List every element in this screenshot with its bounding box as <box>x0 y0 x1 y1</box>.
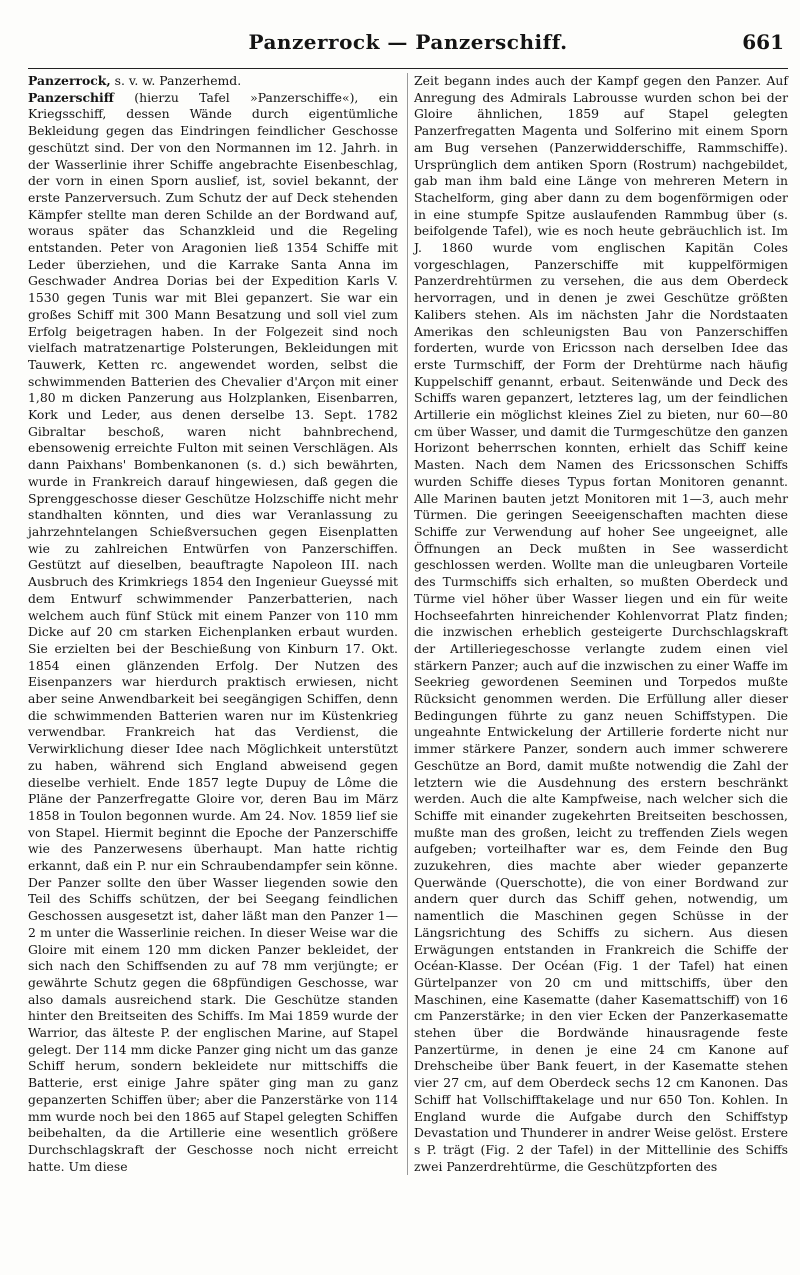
lemma-panzerrock: Panzerrock, <box>28 73 111 88</box>
left-column <box>28 73 408 1175</box>
right-column-text: Zeit begann indes auch der Kampf gegen den Panzer. Auf Anregung des Admirals Labrousse wurden schon bei der Gloire ähnlichen, 1859 auf Stapel gelegten Panzerfregatten Magenta und Solferino mit einem Sporn am Bug versehen (Panzerwidderschiffe, Rammschiffe). Ursprünglich dem antiken Sporn (Rostrum) nachgebildet, gab man ihm bald eine Länge von mehreren Metern in Stachelform, ging aber dann zu dem bogenförmigen oder in eine stumpfe Spitze auslaufenden Rammbug über (s. beifolgende Tafel), wie es noch heute gebräuchlich ist. Im J. 1860 wurde vom englischen Kapitän Coles vorgeschlagen, Panzerschiffe mit kuppelförmigen Panzerdrehtürmen zu versehen, die aus dem Oberdeck hervorragen, und in denen je zwei Geschütze größten Kalibers stehen. Als im nächsten Jahr die Nordstaaten Amerikas den schleunigsten Bau von Panzerschiffen forderten, wurde von Ericsson nach derselben Idee das erste Turmschiff, der Form der Drehtürme nach häufig Kuppelschiff genannt, erbaut. Seitenwände und Deck des Schiffs waren gepanzert, letzteres lag, um der feindlichen Artillerie ein möglichst kleines Ziel zu bieten, nur 60—80 cm über Wasser, und damit die Turmgeschütze den ganzen Horizont beherrschen konnten, erhielt das Schiff keine Masten. Nach dem Namen des Ericssonschen Schiffs wurden Schiffe dieses Typus fortan Monitoren genannt. Alle Marinen bauten jetzt Monitoren mit 1—3, auch mehr Türmen. Die geringen Seeeigenschaften machten diese Schiffe zur Verwendung auf hoher See ungeeignet, alle Öffnungen an Deck mußten in See wasserdicht geschlossen werden. Wollte man die unleugbaren Vorteile des Turmschiffs sich erhalten, so mußten Oberdeck und Türme viel höher über Wasser liegen und ein für weite Hochseefahrten hinreichender Kohlenvorrat Platz finden; die inzwischen erheblich gesteigerte Durchschlagskraft der Artilleriegeschosse verlangte zudem einen viel stärkern Panzer; auch auf die inzwischen zu einer Waffe im Seekrieg gewordenen Seeminen und Torpedos mußte Rücksicht genommen werden. Die Erfüllung aller dieser Bedingungen führte zu ganz neuen Schiffstypen. Die ungeahnte Entwickelung der Artillerie forderte nicht nur immer stärkere Panzer, sondern auch immer schwerere Geschütze an Bord, damit mußte notwendig die Zahl der letztern wie die Ausdehnung des erstern beschränkt werden. Auch die alte Kampfweise, nach welcher sich die Schiffe mit einander zugekehrten Breitseiten beschossen, mußte man des großen, leicht zu treffenden Ziels wegen aufgeben; vorteilhafter war es, dem Feinde den Bug zuzukehren, dies machte aber wieder gepanzerte Querwände (Querschotte), die von einer Bordwand zur andern quer durch das Schiff gehen, notwendig, um namentlich die Maschinen gegen Schüsse in der Längsrichtung des Schiffs zu sichern. Aus diesen Erwägungen entstanden in Frankreich die Schiffe der Océan-Klasse. Der Océan (Fig. 1 der Tafel) hat einen Gürtelpanzer von 20 cm und mittschiffs, über den Maschinen, eine Kasematte (daher Kasemattschiff) von 16 cm Panzerstärke; in den vier Ecken der Panzerkasematte stehen über die Bordwände hinausragende feste Panzertürme, in denen je eine 24 cm Kanone auf Drehscheibe über Bank feuert, in der Kasematte stehen vier 27 cm, auf dem Oberdeck sechs 12 cm Kanonen. Das Schiff hat Vollschifftakelage und nur 650 Ton. Kohlen. In England wurde die Aufgabe durch den Schiffstyp Devastation und Thunderer in andrer Weise gelöst. Erstere s P. trägt (Fig. 2 der Tafel) in der Mittellinie des Schiffs zwei Panzerdrehtürme, die Geschützpforten des <box>414 73 788 1174</box>
entry-panzerschiff <box>28 90 398 1176</box>
lemma-panzerschiff: Panzerschiff <box>28 89 114 105</box>
running-title: Panzerrock — Panzerschiff. <box>248 30 568 54</box>
page-header <box>28 30 788 60</box>
text-columns <box>28 73 788 1175</box>
entry-panzerrock-text: s. v. w. Panzerhemd. <box>110 73 242 88</box>
page-number: 661 <box>742 30 784 54</box>
header-rule <box>28 68 788 69</box>
entry-panzerschiff-text: (hierzu Tafel »Panzerschiffe«), ein Kriegsschiff, dessen Wände durch eigentümliche Bekleidung gegen das Eindringen feindlicher Geschosse geschützt sind. Der von den Normannen im 12. Jahrh. in der Wasserlinie ihrer Schiffe angebrachte Eisenbeschlag, der vorn in einen Sporn auslief, ist, soviel bekannt, der erste Panzerversuch. Zum Schutz der auf Deck stehenden Kämpfer stellte man deren Schilde an der Bordwand auf, woraus später das Schanzkleid und die Regeling entstanden. Peter von Aragonien ließ 1354 Schiffe mit Leder überziehen, und die Karrake Santa Anna im Geschwader Andrea Dorias bei der Expedition Karls V. 1530 gegen Tunis war mit Blei gepanzert. Sie war ein großes Schiff mit 300 Mann Besatzung und soll viel zum Erfolg beigetragen haben. In der Folgezeit sind noch vielfach matratzenartige Polsterungen, Bekleidungen mit Tauwerk, Ketten rc. angewendet worden, selbst die schwimmenden Batterien des Chevalier d'Arçon mit einer 1,80 m dicken Panzerung aus Holzplanken, Eisenbarren, Kork und Leder, aus denen derselbe 13. Sept. 1782 Gibraltar beschoß, waren nicht bahnbrechend, ebensowenig erreichte Fulton mit seinen Verschlägen. Als dann Paixhans' Bombenkanonen (s. d.) sich bewährten, wurde in Frankreich darauf hingewiesen, daß gegen die Sprenggeschosse dieser Geschütze Holzschiffe nicht mehr standhalten könnten, und dies war Veranlassung zu jahrzehntelangen Schießversuchen gegen Eisenplatten wie zu zahlreichen Entwürfen von Panzerschiffen. Gestützt auf dieselben, beauftragte Napoleon III. nach Ausbruch des Krimkriegs 1854 den Ingenieur Gueyssé mit dem Entwurf schwimmender Panzerbatterien, nach welchem auch fünf Stück mit einem Panzer von 110 mm Dicke auf 20 cm starken Eichenplanken erbaut wurden. Sie erzielten bei der Beschießung von Kinburn 17. Okt. 1854 einen glänzenden Erfolg. Der Nutzen des Eisenpanzers war hierdurch praktisch erwiesen, nicht aber seine Anwendbarkeit bei seegängigen Schiffen, denn die schwimmenden Batterien waren nur im Küstenkrieg verwendbar. Frankreich hat das Verdienst, die Verwirklichung dieser Idee nach Möglichkeit unterstützt zu haben, während sich England abweisend gegen dieselbe verhielt. Ende 1857 legte Dupuy de Lôme die Pläne der Panzerfregatte Gloire vor, deren Bau im März 1858 in Toulon begonnen wurde. Am 24. Nov. 1859 lief sie von Stapel. Hiermit beginnt die Epoche der Panzerschiffe wie des Panzerwesens überhaupt. Man hatte richtig erkannt, daß ein P. nur ein Schraubendampfer sein könne. Der Panzer sollte den über Wasser liegenden sowie den Teil des Schiffs schützen, der bei Seegang feindlichen Geschossen ausgesetzt ist, daher läßt man den Panzer 1—2 m unter die Wasserlinie reichen. In dieser Weise war die Gloire mit einem 120 mm dicken Panzer bekleidet, der sich nach den Schiffsenden zu auf 78 mm verjüngte; er gewährte Schutz gegen die 68pfündigen Geschosse, war also damals ausreichend stark. Die Geschütze standen hinter den Breitseiten des Schiffs. Im Mai 1859 wurde der Warrior, das älteste P. der englischen Marine, auf Stapel gelegt. Der 114 mm dicke Panzer ging nicht um das ganze Schiff herum, sondern bekleidete nur mittschiffs die Batterie, erst einige Jahre später ging man zu ganz gepanzerten Schiffen über; aber die Panzerstärke von 114 mm wurde noch bei den 1865 auf Stapel gelegten Schiffen beibehalten, da die Artillerie eine wesentlich größere Durchschlagskraft der Geschosse noch nicht erreicht hatte. Um diese <box>28 89 398 1174</box>
right-column <box>410 73 788 1175</box>
entry-panzerrock <box>28 73 398 90</box>
